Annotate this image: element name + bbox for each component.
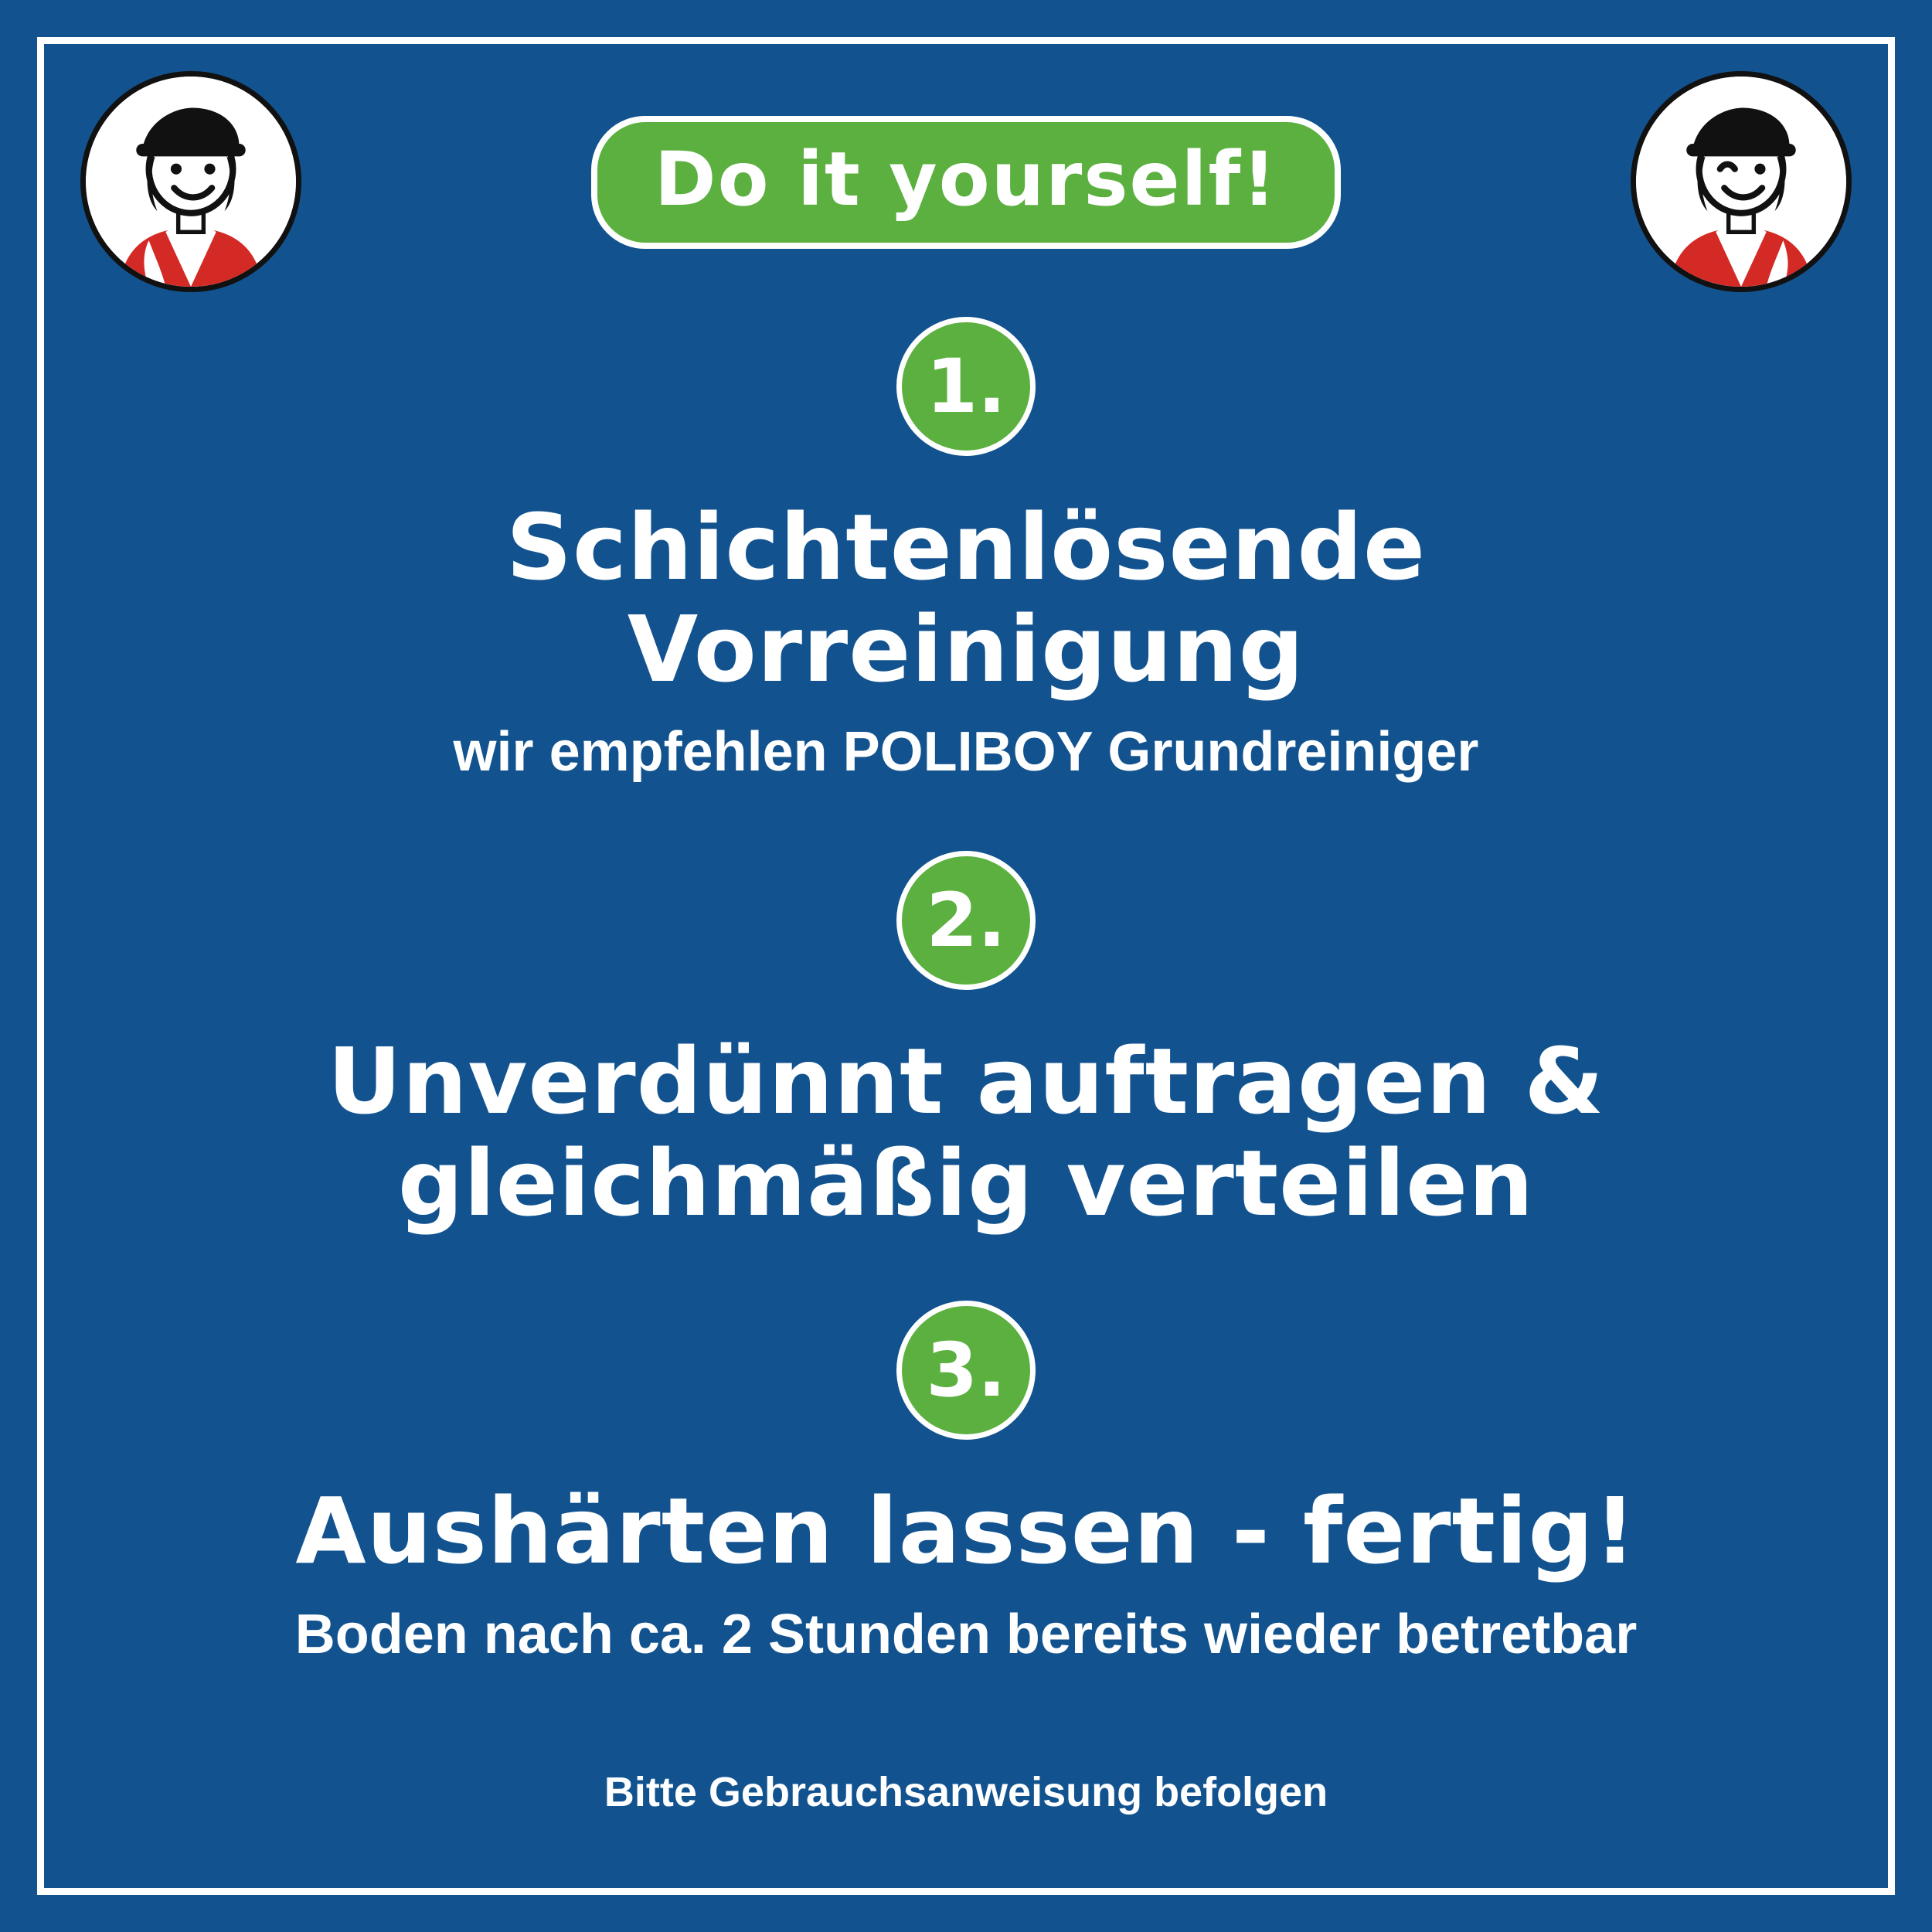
step-3-subtitle: Boden nach ca. 2 Stunden bereits wieder betretbar <box>294 1603 1638 1665</box>
step-1-title: Schichtenlösende Vorreinigung <box>505 494 1427 703</box>
step-3-title: Aushärten lassen - fertig! <box>295 1478 1637 1585</box>
step-1-number: 1. <box>896 317 1036 456</box>
step-2-number: 2. <box>896 851 1036 990</box>
footnote: Bitte Gebrauchsanweisung befolgen <box>604 1769 1328 1815</box>
step-1 <box>100 317 1832 784</box>
step-1-subtitle: wir empfehlen POLIBOY Grundreiniger <box>453 721 1479 784</box>
step-3 <box>100 1301 1832 1666</box>
header <box>0 116 1932 249</box>
header-pill-label: Do it yourself! <box>591 116 1341 249</box>
step-2-title: Unverdünnt auftragen & gleichmäßig verteilen <box>327 1028 1605 1237</box>
step-2 <box>100 851 1832 1237</box>
steps-list <box>100 309 1832 1839</box>
step-3-number: 3. <box>896 1301 1036 1440</box>
